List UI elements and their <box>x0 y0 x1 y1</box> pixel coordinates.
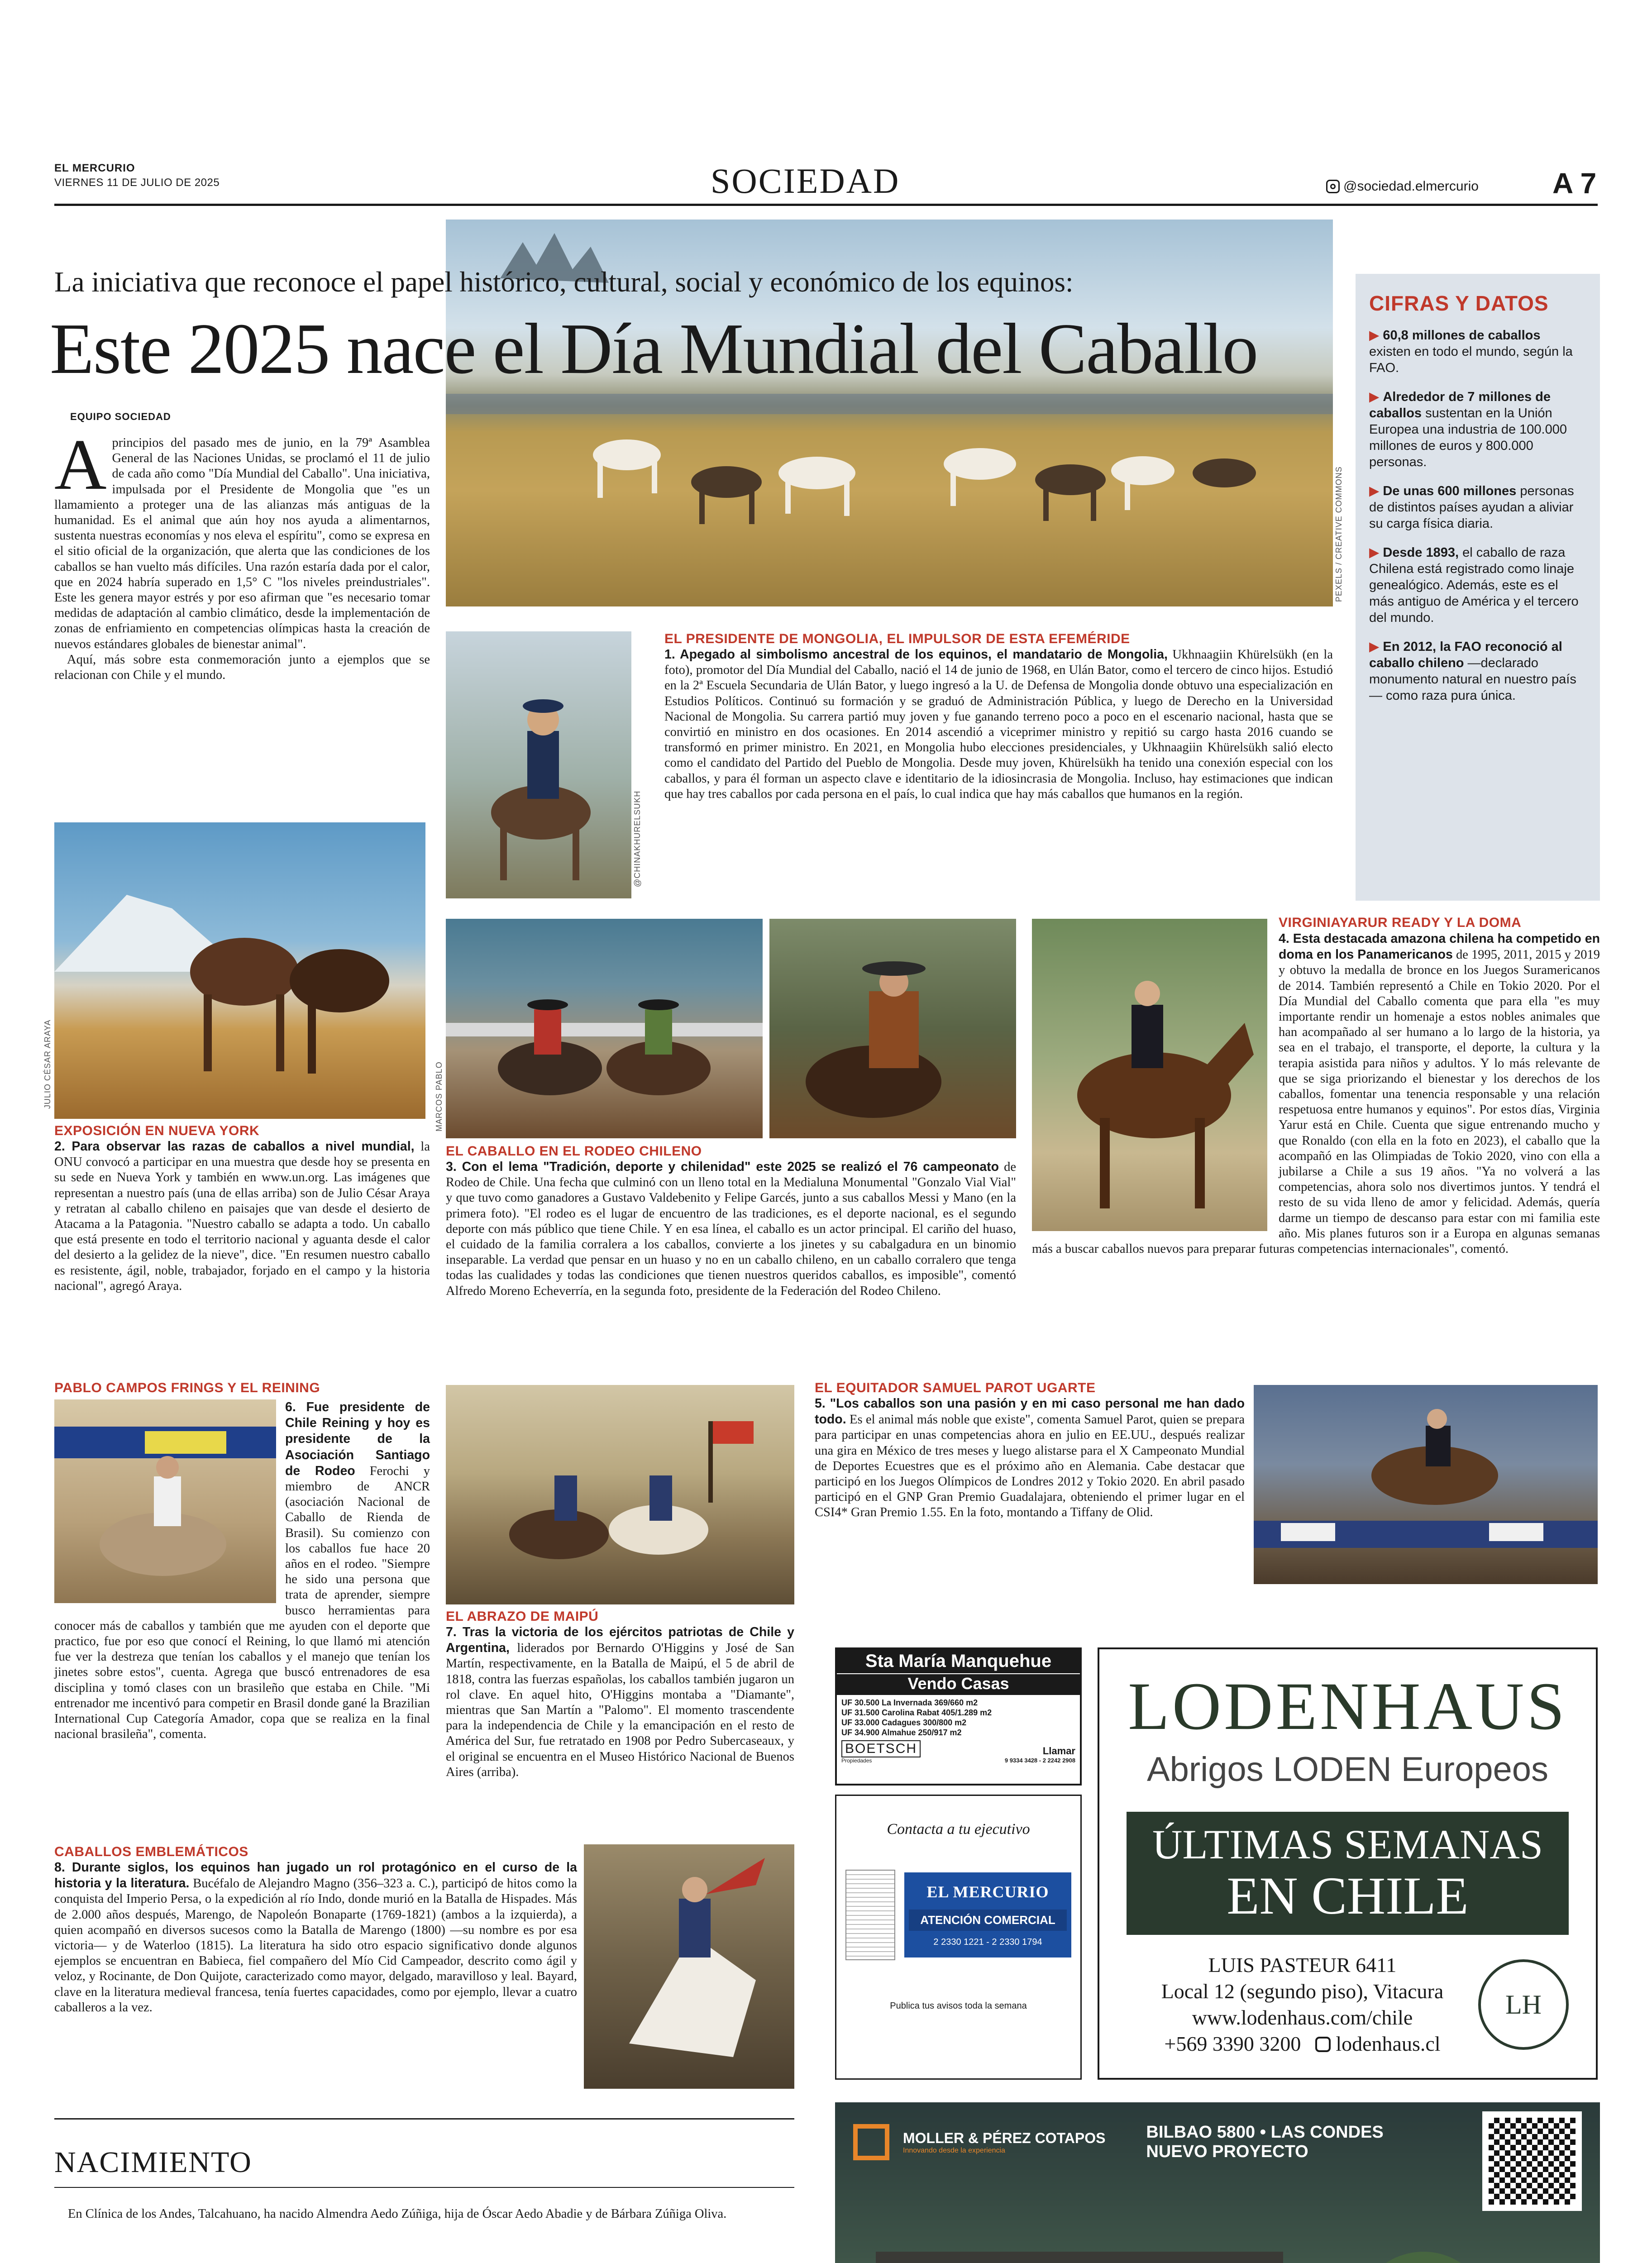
photo-mongolia-president <box>446 631 631 898</box>
story-maipu <box>446 1609 794 1780</box>
photo-napoleon-painting <box>584 1844 794 2089</box>
manquehue-contact: Llamar 9 9334 3428 - 2 2242 2908 <box>1004 1745 1075 1764</box>
byline: EQUIPO SOCIEDAD <box>70 411 171 422</box>
nacimiento-title: NACIMIENTO <box>54 2146 252 2179</box>
nyork-credit: JULIO CÉSAR ARAYA <box>43 1019 52 1109</box>
painting-illustration <box>446 1385 794 1604</box>
news-bottom-rule <box>54 2118 794 2120</box>
lodenhaus-web-link[interactable]: www.lodenhaus.com/chile <box>1192 2006 1413 2029</box>
lodenhaus-crest-icon: LH <box>1478 1959 1569 2050</box>
story-mongolia <box>664 631 1333 802</box>
listing-line: UF 34.900 Almahue 250/917 m2 <box>841 1728 962 1737</box>
page-number: A 7 <box>1552 167 1597 200</box>
ejecutivo-brand: EL MERCURIO <box>926 1883 1049 1901</box>
jumping-illustration <box>1254 1385 1598 1584</box>
rodeo-heading: EL CABALLO EN EL RODEO CHILENO <box>446 1144 702 1159</box>
photo-rodeo-1 <box>446 919 763 1138</box>
photo-abrazo-maipu-painting <box>446 1385 794 1604</box>
banner-line-2: EN CHILE <box>1227 1866 1469 1925</box>
emblematicos-heading: CABALLOS EMBLEMÁTICOS <box>54 1844 248 1859</box>
parot-heading: EL EQUITADOR SAMUEL PAROT UGARTE <box>815 1380 1096 1395</box>
manquehue-listings <box>837 1695 1080 1738</box>
cifras-title: CIFRAS Y DATOS <box>1369 291 1549 315</box>
parot-body: 5. "Los caballos son una pasión y en mi caso personal me han dado todo. Es el animal más noble que existe", comenta Samuel Parot, quien se prepara para participar en unas competencias ahora en julio en EE.UU., después realizar una gira en México de tres meses y luego alistarse para el X Campeonato Mundial de Deportes Ecuestres que es el próximo año en Alemania. Cabe destacar que participó en los Juegos Olímpicos de Londres 2012 y Tokio 2020. En abril pasado participó en el GNP Gran Premio Guadalajara, obteniendo el primer lugar en el CSI4* Gran Premio 1.55. En la foto, montando a Tiffany de Olid. <box>815 1396 1245 1520</box>
virginia-body: 4. Esta destacada amazona chilena ha competido en doma en los Panamericanos de 1995, 2011, 2015 y 2019 y obtuvo la medalla de bronce en los Juegos Suramericanos de 2014. También representó a Chile en Tokio 2020. Por el Día Mundial del Caballo comenta que para ella "es muy importante rendir un homenaje a estos nobles animales que han acompañado al ser humano a lo largo de la historia, ya sea en el trabajo, el transporte, el deporte, la cultura y la terapia asistida para niños y adultos. Y lo más relevante de que se siga priorizando el bienestar y los derechos de los caballos, fomentar una tenencia responsable y una relación respetuosa entre humanos y equinos". Por estos días, Virginia Yarur está en Chile. Cuenta que sigue entrenando mucho y que Ronaldo (con ella en la foto en 2023), el caballo que la acompañó en las Olimpiadas de Tokio 2020, vino con ella a jubilarse a Chile a sus 19 años. "Ya no volverá a las competencias, ahora solo nos divertimos juntos. Y tendrá el resto de su vida lleno de amor y felicidad. Además, quería darme un tiempo de descanso para estar con mi familia este año. Mis planes futuros son ir a Europa en algunas semanas más a buscar caballos nuevos para preparar futuras competencias internacionales", comentó. <box>1032 931 1600 1256</box>
nyork-heading: EXPOSICIÓN EN NUEVA YORK <box>54 1123 260 1138</box>
instagram-icon <box>1315 2037 1331 2052</box>
social-handle-text: @sociedad.elmercurio <box>1343 179 1479 194</box>
issue-date: VIERNES 11 DE JULIO DE 2025 <box>54 177 220 189</box>
rodeo-credit: MARCOS PABLO <box>434 1061 444 1132</box>
lodenhaus-address-2: Local 12 (segundo piso), Vitacura <box>1161 1980 1444 2003</box>
ad-manquehue[interactable] <box>835 1647 1082 1786</box>
story-rodeo <box>446 1144 1016 1299</box>
ejecutivo-footer: Publica tus avisos toda la semana <box>890 2001 1027 2011</box>
cifras-item: ▶ Desde 1893, el caballo de raza Chilena está registrado como linaje genealógico. Además, este es el más antiguo de América y el tercero del mundo. <box>1369 545 1579 625</box>
lodenhaus-contact <box>1099 1935 1596 2057</box>
pablo-body: 6. Fue presidente de Chile Reining y hoy es presidente de la Asociación Santiago de Rodeo Ferochi y miembro de ANCR (asociación Nacional de Caballo de Rienda de Brasil). Su comienzo con los caballos fue hace 20 años en el rodeo. "Siempre he sido una persona que trata de aprender, siempre busco herramientas para conocer más de caballos y también que me ayuden con el deporte que practico, fue por eso que conocí el Reining, lo que llamó mi atención fue ver la destreza que tenían los caballos y el manejo que tenían los jinetes sobre estos", cuenta. Agrega que buscó entrenadores de esa disciplina y tomó clases con un brasileño que estaba en Chile. "Mi entrenador me incentivó para competir en Brasil donde gané la Brazilian International Cup Categoría Amador, copa que se realiza en la final nacional brasileña", comenta. <box>54 1400 430 1742</box>
story-nyork <box>54 1123 430 1294</box>
photo-reining <box>54 1399 276 1603</box>
maipu-heading: EL ABRAZO DE MAIPÚ <box>446 1609 599 1624</box>
instagram-icon <box>1326 180 1340 193</box>
lodenhaus-logo: LODENHAUS <box>1128 1669 1567 1744</box>
lodenhaus-address-block <box>1127 1952 1478 2057</box>
ad-moller-perez-cotapos[interactable] <box>835 2102 1600 2263</box>
lodenhaus-tagline: Abrigos LODEN Europeos <box>1146 1750 1549 1789</box>
manquehue-subtitle: Vendo Casas <box>837 1674 1080 1695</box>
photo-rodeo-2 <box>769 919 1016 1138</box>
paper-name: EL MERCURIO <box>54 162 135 174</box>
ejecutivo-service: ATENCIÓN COMERCIAL <box>909 1910 1067 1931</box>
reining-illustration <box>54 1399 276 1603</box>
arrow-icon: ▶ <box>1369 545 1383 560</box>
mongolia-credit: @CHINAKHURELSUKH <box>633 790 642 887</box>
hero-credit: PEXELS / CREATIVE COMMONS <box>1334 466 1343 602</box>
boetsch-logo: BOETSCH Propiedades <box>841 1740 921 1764</box>
ad-lodenhaus[interactable] <box>1098 1647 1598 2080</box>
banner-line-1: ÚLTIMAS SEMANAS <box>1152 1821 1543 1867</box>
lodenhaus-banner <box>1127 1812 1569 1935</box>
moller-brand-block: MOLLER & PÉREZ COTAPOS Innovando desde la experiencia <box>903 2129 1106 2154</box>
masthead-rule <box>54 204 1598 206</box>
manquehue-footer <box>837 1738 1080 1764</box>
arrow-icon: ▶ <box>1369 640 1383 654</box>
virginia-heading: VIRGINIAYARUR READY Y LA DOMA <box>1279 915 1522 930</box>
cifras-item: ▶ Alrededor de 7 millones de caballos sustentan en la Unión Europea una industria de 100.000 millones de euros y 800.000 personas. <box>1369 390 1567 469</box>
rider-illustration <box>446 631 631 898</box>
story-emblematicos <box>54 1844 577 2015</box>
emblematicos-body: 8. Durante siglos, los equinos han jugado un rol protagónico en el curso de la historia y la literatura. Bucéfalo de Alejandro Magno (356–323 a. C.), participó de hitos como la conquista del Imperio Persa, o la expedición al río Indo, donde murió en la Batalla de Hispades. Más de 2.000 años después, Marengo, de Napoleón Bonaparte (1769-1821) (ambos a la izquierda), a quien acompañó en diversos sucesos como la Batalla de Marengo (1800) —su nombre es por esa victoria— y de Waterloo (1815). La literatura ha sido otro espacio significativo donde algunos ejemplos se encuentran en Babieca, fiel compañero del Mío Cid Campeador, descrito como ágil y veloz, y Rocinante, de Don Quijote, caracterizado como mayor, delgado, maravilloso y leal. Bayard, clave en la literatura medieval francesa, tenía fuertes capacidades, como por ejemplo, llevar a cuatro caballeros a la vez. <box>54 1860 577 2015</box>
horses-volcano-illustration <box>54 822 425 1119</box>
intro-paragraph-1: principios del pasado mes de junio, en la 79ª Asamblea General de las Naciones Unidas, se proclamó el 11 de julio de cada año como "Día Mundial del Caballo". Una iniciativa, impulsada por el Presidente de Mongolia que "es un llamamiento a proteger una de las alianzas más antiguas de la humanidad. Es el animal que aún hoy nos ayuda a alimentarnos, sustenta nuestras economías y nos eleva el espíritu", como se expresa en el sitio oficial de la organización, que alerta que las condiciones de los caballos se han vuelto más difíciles. Una razón estaría dada por el calor, que en 2024 habría superado en 1,5° C "los niveles preindustriales". Este les genera mayor estrés y por eso afirman que "es necesario tomar medidas de adaptación al cambio climático, desde la implementación de zonas de enfriamiento en competencias olímpicas hasta la creación de nuevos estándares globales de bienestar animal". <box>54 436 430 651</box>
manquehue-title: Sta María Manquehue <box>837 1649 1080 1673</box>
rodeo-body: 3. Con el lema "Tradición, deporte y chilenidad" este 2025 se realizó el 76 campeonato de Rodeo de Chile. Una fecha que culminó con un lleno total en la Medialuna Monumental "Gonzalo Vial Vial" y que tuvo como ganadores a Gustavo Valdebenito y Felipe Garcés, junto a sus caballos Messi y Mano (en la primera foto). "El rodeo es el lugar de encuentro de las tradiciones, es el deporte nacional, es el segundo deporte con más público que tiene Chile. Y en esa línea, el caballo es un actor principal. El cariño del huaso, el cuidado de la familia corralera a los caballos, convierte a los jinetes y su cabalgadura en un binomio inseparable. La verdad que pensar en un huaso y no en un caballo chileno, en un caballo corralero que tenga todas las cualidades y todas las condiciones que tienen nuestros queridos caballos, es imposible", comentó Alfredo Moreno Echeverría, en la segunda foto, presidente de la Federación del Rodeo Chileno. <box>446 1160 1016 1298</box>
arrow-icon: ▶ <box>1369 328 1383 343</box>
intro-paragraph-2: Aquí, más sobre esta conmemoración junto a ejemplos que se relacionan con Chile y el mundo. <box>54 652 430 683</box>
mongolia-heading: EL PRESIDENTE DE MONGOLIA, EL IMPULSOR DE ESTA EFEMÉRIDE <box>664 631 1130 646</box>
cifras-item: ▶ En 2012, la FAO reconoció al caballo chileno —declarado monumento natural en nuestro país— como raza pura única. <box>1369 640 1576 703</box>
story-virginia <box>1279 915 1600 931</box>
kicker: La iniciativa que reconoce el papel histórico, cultural, social y económico de los equinos: <box>54 266 1074 298</box>
nacimiento-rule <box>54 2187 794 2188</box>
nyork-body: 2. Para observar las razas de caballos a nivel mundial, la ONU convocó a participar en una muestra que desde hoy se presenta en su sede en Nueva York y también en www.un.org. Las imágenes que representan a nuestro país (una de ellas arriba) son de Julio César Araya y retratan al caballo chileno en paisajes que van desde el desierto de Atacama a la Patagonia. "Nuestro caballo se adapta a todo. Un caballo que está presente en todo el territorio nacional y aguanta desde el calor del desierto a la gelidez de la nieve", dice. "En resumen nuestro caballo es resistente, ágil, noble, trabajador, forjado en el campo y la historia nacional", agregó Araya. <box>54 1139 430 1293</box>
social-handle <box>1326 179 1479 194</box>
ejecutivo-title: Contacta a tu ejecutivo <box>887 1821 1030 1838</box>
cifras-item: ▶ 60,8 millones de caballos existen en todo el mundo, según la FAO. <box>1369 328 1573 375</box>
dropcap: A <box>54 424 107 505</box>
pablo-heading: PABLO CAMPOS FRINGS Y EL REINING <box>54 1380 320 1395</box>
nacimiento-text: En Clínica de los Andes, Talcahuano, ha nacido Almendra Aedo Zúñiga, hija de Óscar Aedo Abadie y de Bárbara Zúñiga Oliva. <box>68 2207 727 2221</box>
cifras-item: ▶ De unas 600 millones personas de distintos países ayudan a aliviar su carga física diaria. <box>1369 484 1574 531</box>
ejecutivo-card <box>904 1872 1071 1957</box>
lodenhaus-phone-ig: +569 3390 3200 lodenhaus.cl <box>1164 2032 1441 2055</box>
rodeo-illustration-1 <box>446 919 763 1138</box>
listing-line: UF 33.000 Cadagues 300/800 m2 <box>841 1718 967 1727</box>
ad-el-mercurio-ejecutivo[interactable] <box>835 1795 1082 2080</box>
lodenhaus-address-1: LUIS PASTEUR 6411 <box>1208 1953 1397 1977</box>
cifras-box <box>1356 274 1600 901</box>
napoleon-illustration <box>584 1844 794 2089</box>
photo-parot-jump <box>1254 1385 1598 1584</box>
intro-body <box>54 424 430 683</box>
ejecutivo-phones: 2 2330 1221 - 2 2330 1794 <box>933 1937 1042 1947</box>
virginia-photo-spacer <box>1032 931 1279 1232</box>
headline: Este 2025 nace el Día Mundial del Caballo <box>50 308 1258 389</box>
section-name: SOCIEDAD <box>711 161 900 201</box>
cifras-list <box>1369 327 1585 704</box>
story-parot <box>815 1380 1245 1521</box>
arrow-icon: ▶ <box>1369 484 1383 498</box>
listing-line: UF 30.500 La Invernada 369/660 m2 <box>841 1698 978 1707</box>
photo-chilean-horses <box>54 822 425 1119</box>
listing-line: UF 31.500 Carolina Rabat 405/1.289 m2 <box>841 1708 992 1717</box>
story-pablo <box>54 1380 430 1742</box>
maipu-body: 7. Tras la victoria de los ejércitos patriotas de Chile y Argentina, liderados por Bernardo O'Higgins y José de San Martín, respectivamente, en la Batalla de Maipú, el 5 de abril de 1818, contra las fuerzas españolas, los caballos también jugaron un rol clave. En aquel hito, O'Higgins montaba a "Diamante", mientras que San Martín a "Palomo". El momento trascendente para la independencia de Chile y la emancipación en el resto de América del Sur, fue retratado en 1908 por Pedro Subercaseaux, y el original se encuentra en el Museo Histórico Nacional de Buenos Aires (arriba). <box>446 1625 794 1779</box>
ejecutivo-content <box>845 1870 1071 1960</box>
arrow-icon: ▶ <box>1369 390 1383 404</box>
rodeo-illustration-2 <box>769 919 1016 1138</box>
moller-project: BILBAO 5800 • LAS CONDES NUEVO PROYECTO <box>1146 2123 1384 2161</box>
newspaper-icon <box>845 1870 895 1960</box>
building-illustration <box>835 2102 1600 2263</box>
mongolia-body: 1. Apegado al simbolismo ancestral de los equinos, el mandatario de Mongolia, Ukhnaagiin Khürelsükh (en la foto), promotor del Día Mundial del Caballo, nació el 14 de junio de 1968, en Ulán Bator, como el tercero de cinco hijos. Estudió en la 2ª Escuela Secundaria de Ulán Bator, y luego ingresó a la U. de Defensa de Mongolia donde obtuvo una especialización en Estudios Políticos. Continuó su formación y se graduó de Administración Pública, y luego de Derecho en la Universidad Nacional de Mongolia. Su carrera partió muy joven y fue ganando terreno poco a poco en el escenario nacional, hasta que se convirtió en ministro en dos ocasiones. En 2014 ascendió a viceprimer ministro y repitió su cargo hasta 2016 cuando se transformó en primer ministro. En 2021, en Mongolia hubo elecciones presidenciales, y Ukhnaagiin Khürelsükh salió electo como el candidato del Partido del Pueblo de Mongolia. Desde muy joven, Khürelsükh ha tenido una conexión especial con los caballos, y para él forman un aspecto clave e identitario de la idiosincrasia de Mongolia. Incluso, hay estimaciones que indican que hay tres caballos por cada persona en el país, lo cual indica que hay más caballos que humanos en la región. <box>664 647 1333 801</box>
